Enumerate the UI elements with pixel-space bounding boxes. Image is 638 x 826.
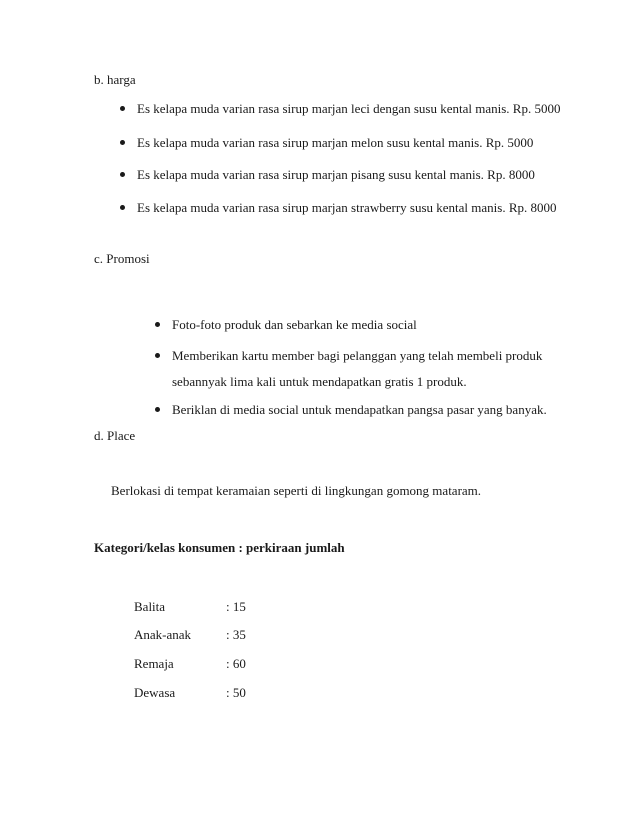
kategori-label-anak-anak: Anak-anak: [134, 627, 192, 642]
section-heading-promosi: c. Promosi: [94, 251, 150, 266]
bullet-icon: [120, 205, 125, 210]
promosi-item-3: Beriklan di media social untuk mendapatkan pangsa pasar yang banyak.: [172, 402, 547, 417]
kategori-value-remaja: : 60: [226, 656, 246, 671]
bullet-icon: [120, 172, 125, 177]
place-text: Berlokasi di tempat keramaian seperti di lingkungan gomong mataram.: [111, 483, 482, 498]
promosi-item-1: Foto-foto produk dan sebarkan ke media social: [172, 317, 417, 332]
kategori-value-balita: : 15: [226, 599, 246, 614]
kategori-label-dewasa: Dewasa: [134, 685, 176, 700]
promosi-item-2: Memberikan kartu member bagi pelanggan yang telah membeli produk: [172, 348, 543, 363]
bullet-icon: [155, 353, 160, 358]
bullet-icon: [120, 140, 125, 145]
kategori-value-anak-anak: : 35: [226, 627, 246, 642]
harga-item-4: Es kelapa muda varian rasa sirup marjan strawberry susu kental manis. Rp. 8000: [137, 200, 557, 215]
bullet-icon: [120, 106, 125, 111]
section-heading-harga: b. harga: [94, 72, 136, 87]
kategori-heading: Kategori/kelas konsumen : perkiraan jumlah: [94, 540, 345, 555]
bullet-icon: [155, 322, 160, 327]
harga-item-2: Es kelapa muda varian rasa sirup marjan melon susu kental manis. Rp. 5000: [137, 135, 534, 150]
promosi-item-2-continued: sebannyak lima kali untuk mendapatkan gratis 1 produk.: [172, 374, 467, 389]
bullet-icon: [155, 407, 160, 412]
section-heading-place: d. Place: [94, 428, 136, 443]
harga-item-1: Es kelapa muda varian rasa sirup marjan leci dengan susu kental manis. Rp. 5000: [137, 101, 561, 116]
kategori-value-dewasa: : 50: [226, 685, 246, 700]
harga-item-3: Es kelapa muda varian rasa sirup marjan pisang susu kental manis. Rp. 8000: [137, 167, 535, 182]
kategori-label-balita: Balita: [134, 599, 166, 614]
kategori-label-remaja: Remaja: [134, 656, 174, 671]
